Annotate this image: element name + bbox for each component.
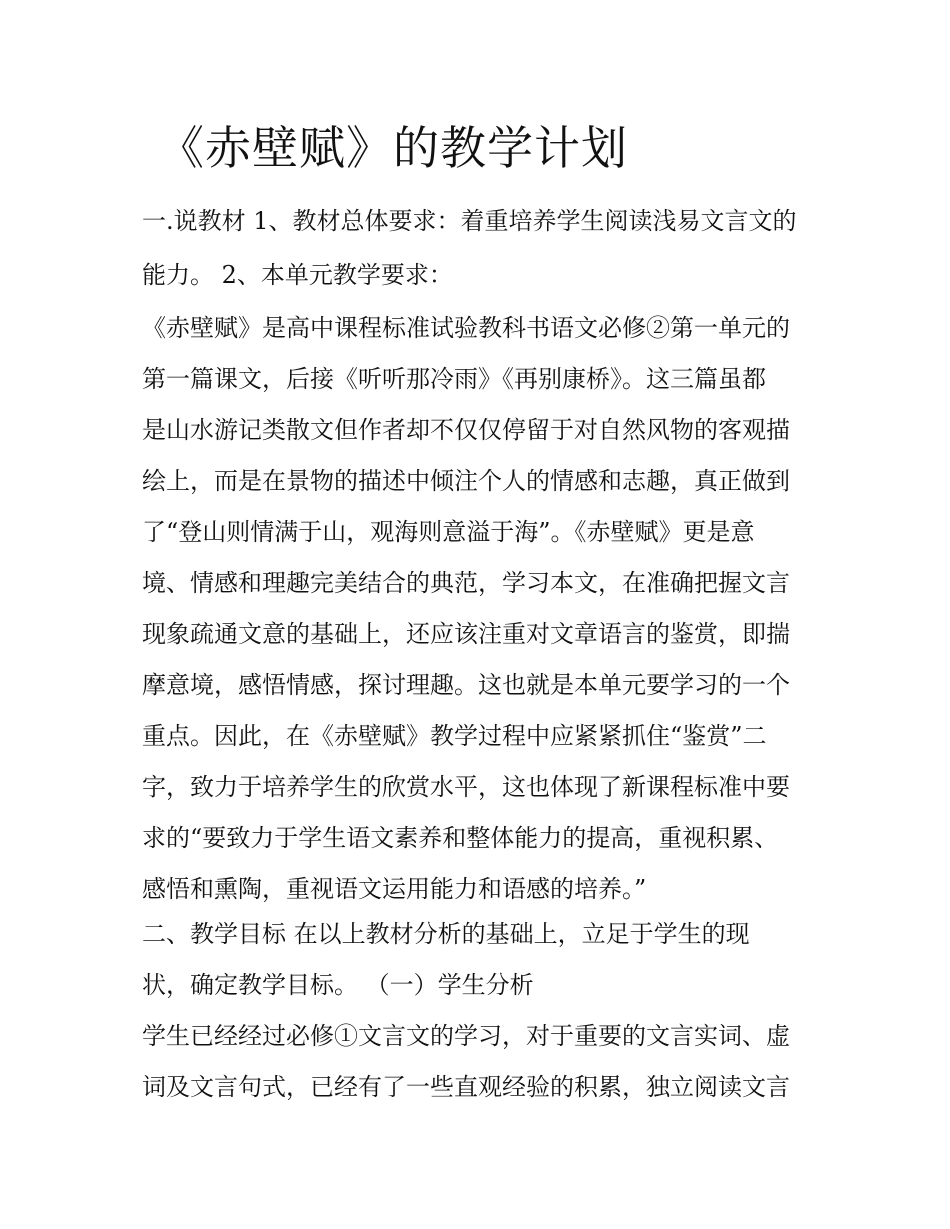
body-line: 现象疏通文意的基础上，还应该注重对文章语言的鉴赏，即揣 [142, 620, 790, 648]
body-line: 摩意境，感悟情感，探讨理趣。这也就是本单元要学习的一个 [142, 671, 790, 699]
body-line: 重点。因此，在《赤壁赋》教学过程中应紧紧抓住“鉴赏”二 [142, 722, 767, 750]
body-line: 学生已经经过必修①文言文的学习，对于重要的文言实词、虚 [142, 1022, 790, 1050]
body-line: 是山水游记类散文但作者却不仅仅停留于对自然风物的客观描 [142, 416, 790, 444]
body-line: 境、情感和理趣完美结合的典范，学习本文，在准确把握文言 [142, 569, 790, 597]
body-line: 状，确定教学目标。 （一）学生分析 [142, 971, 534, 999]
body-line: 感悟和熏陶，重视语文运用能力和语感的培养。” [142, 875, 647, 903]
body-line: 能力。 2、本单元教学要求： [142, 261, 453, 289]
body-line: 词及文言句式，已经有了一些直观经验的积累，独立阅读文言 [142, 1073, 790, 1101]
body-line: 绘上，而是在景物的描述中倾注个人的情感和志趣，真正做到 [142, 467, 790, 495]
body-line: 二、教学目标 在以上教材分析的基础上，立足于学生的现 [142, 920, 750, 948]
body-line: 了“登山则情满于山，观海则意溢于海”。《赤壁赋》更是意 [142, 518, 755, 546]
body-line: 第一篇课文，后接《听听那冷雨》《再别康桥》。这三篇虽都 [142, 365, 766, 393]
body-line: 一.说教材 1、教材总体要求：着重培养学生阅读浅易文言文的 [142, 207, 797, 235]
document-title: 《赤壁赋》的教学计划 [158, 121, 628, 175]
body-line: 字，致力于培养学生的欣赏水平，这也体现了新课程标准中要 [142, 773, 790, 801]
body-line: 求的“要致力于学生语文素养和整体能力的提高，重视积累、 [142, 824, 779, 852]
body-line: 《赤壁赋》是高中课程标准试验教科书语文必修②第一单元的 [142, 314, 790, 342]
